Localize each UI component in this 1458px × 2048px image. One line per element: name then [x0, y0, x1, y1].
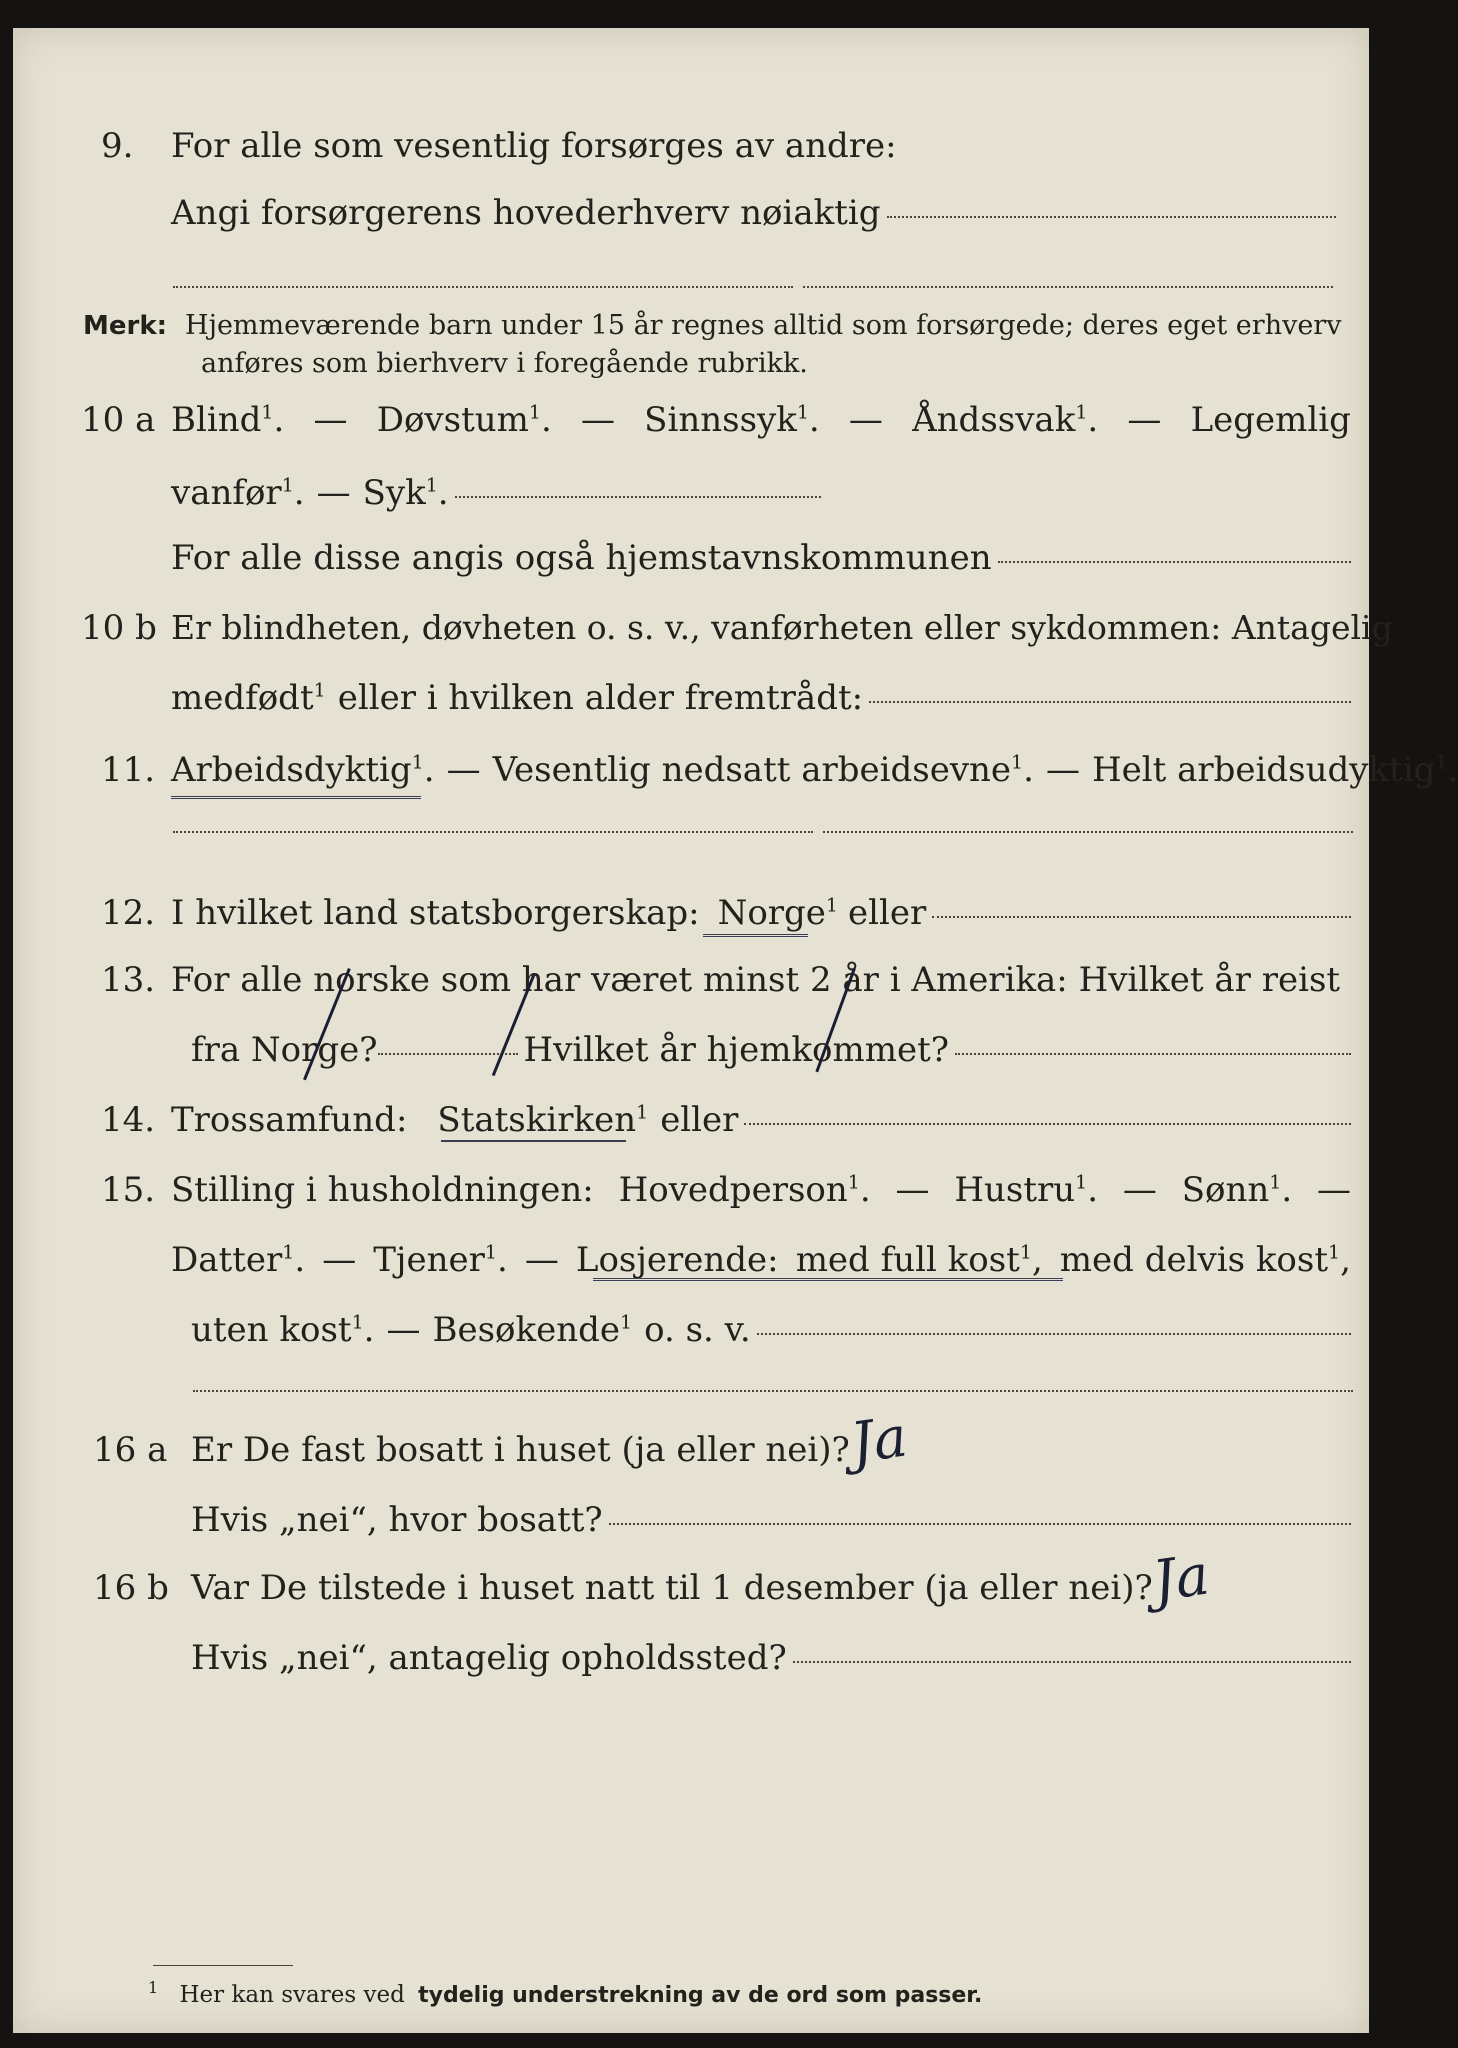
q9-answer-line[interactable]	[887, 216, 1336, 218]
option-hustru: Hustru$^1$.	[954, 1170, 1099, 1210]
footnote-text-a: Her kan svares ved	[179, 1981, 405, 2008]
q15-line3	[191, 1310, 1351, 1350]
q15-line1	[171, 1170, 1351, 1210]
q16a-hvis: Hvis „nei“, hvor bosatt?	[191, 1500, 603, 1540]
q10a-line2	[171, 473, 821, 513]
q16a-answer-line[interactable]	[609, 1523, 1351, 1525]
option-arbeidsdyktig: Arbeidsdyktig$^1$.	[171, 750, 435, 790]
dash: —	[316, 473, 351, 513]
q16b-answer-line[interactable]	[793, 1661, 1351, 1663]
q15-answer-line[interactable]	[757, 1333, 1351, 1335]
q11-line-b[interactable]	[823, 831, 1353, 833]
option-datter: Datter$^1$.	[171, 1240, 306, 1280]
dash: —	[1045, 750, 1080, 790]
q10a-number: 10 a	[81, 400, 156, 440]
option-udyktig: Helt arbeidsudyktig$^1$.	[1091, 750, 1458, 790]
dash: —	[524, 1240, 559, 1280]
q12-answer-line[interactable]	[932, 916, 1351, 918]
q15-stilling: Stilling i husholdningen:	[171, 1170, 594, 1210]
q16b-line2	[191, 1638, 1351, 1678]
footnote	[148, 1978, 982, 2008]
q16a-line1	[191, 1430, 850, 1470]
q14-eller: eller	[660, 1100, 739, 1140]
q9-answer-line-2a[interactable]	[173, 286, 793, 288]
q13-hjem: Hvilket år hjemkommet?	[523, 1030, 950, 1070]
q16b-question: Var De tilstede i huset natt til 1 desember (ja eller nei)?	[191, 1568, 1153, 1608]
option-blind: Blind$^1$.	[171, 400, 285, 440]
option-sinnssyk: Sinnssyk$^1$.	[644, 400, 820, 440]
census-form-page	[13, 28, 1458, 2033]
norge-underline	[703, 934, 808, 937]
q13-hjem-line[interactable]	[955, 1053, 1351, 1055]
option-nedsatt: Vesentlig nedsatt arbeidsevne$^1$.	[492, 750, 1034, 790]
q14-line	[171, 1100, 1351, 1140]
statskirken-underline	[441, 1140, 626, 1142]
q16b-hvis: Hvis „nei“, antagelig opholdssted?	[191, 1638, 787, 1678]
q10b-question: Er blindheten, døvheten o. s. v., vanførheten eller sykdommen: Antagelig	[171, 608, 1393, 647]
merk-line2: anføres som bierhverv i foregående rubrikk.	[201, 348, 808, 379]
q10a-line1	[171, 400, 1351, 440]
option-legemlig: Legemlig	[1190, 400, 1351, 440]
option-uten-kost: uten kost$^1$.	[191, 1310, 375, 1350]
q12-question: I hvilket land statsborgerskap:	[171, 893, 700, 933]
option-hovedperson: Hovedperson$^1$.	[618, 1170, 871, 1210]
q10b-line2	[171, 678, 1351, 718]
q14-question: Trossamfund:	[171, 1100, 408, 1140]
option-norge: Norge$^1$	[717, 893, 839, 933]
q9-line2	[171, 193, 1336, 233]
footnote-text-b: tydelig understrekning av de ord som passer.	[418, 1982, 983, 2008]
option-vanfor: vanfør$^1$.	[171, 473, 305, 513]
q9-answer-line-2b[interactable]	[803, 286, 1333, 288]
merk-label: Merk:	[83, 311, 168, 341]
q16b-line1	[191, 1568, 1153, 1608]
q10b-answer-line[interactable]	[869, 701, 1351, 703]
q11-line-a[interactable]	[173, 831, 813, 833]
option-losjerende: Losjerende:	[575, 1240, 779, 1280]
q12-number: 12.	[101, 893, 156, 933]
q13-reist-line[interactable]	[378, 1053, 518, 1055]
q9-line1	[171, 126, 897, 166]
option-delvis-kost: med delvis kost$^1$,	[1059, 1240, 1351, 1280]
q9-prompt: Angi forsørgerens hovederhverv nøiaktig	[171, 193, 881, 233]
q16b-number: 16 b	[93, 1568, 169, 1608]
footnote-rule	[153, 1965, 293, 1966]
dash: —	[386, 1310, 421, 1350]
q10b-number: 10 b	[81, 608, 157, 648]
option-sonn: Sønn$^1$.	[1181, 1170, 1293, 1210]
q10a-hjemstavn-line[interactable]	[998, 561, 1351, 563]
q15-line2	[171, 1240, 1351, 1280]
dash: —	[1127, 400, 1162, 440]
dash: —	[446, 750, 481, 790]
q14-number: 14.	[101, 1100, 156, 1140]
option-dovstum: Døvstum$^1$.	[376, 400, 552, 440]
arbeidsdyktig-underline	[171, 796, 421, 799]
q10a-answer-line[interactable]	[455, 496, 821, 498]
q15-number: 15.	[101, 1170, 156, 1210]
q11-line1	[171, 750, 1458, 790]
option-syk: Syk$^1$.	[362, 473, 449, 513]
q10b-line1	[171, 608, 1393, 647]
q15-osv: o. s. v.	[644, 1310, 751, 1350]
q14-answer-line[interactable]	[744, 1123, 1351, 1125]
merk-note	[83, 310, 1341, 341]
option-full-kost: med full kost$^1$,	[795, 1240, 1043, 1280]
merk-line2-row	[201, 348, 808, 379]
dash: —	[848, 400, 883, 440]
q16b-answer[interactable]: Ja	[1148, 1542, 1214, 1615]
q13-line2	[191, 1030, 1351, 1070]
dash: —	[580, 400, 615, 440]
q16a-line2	[191, 1500, 1351, 1540]
option-andssvak: Åndssvak$^1$.	[912, 400, 1099, 440]
option-statskirken: Statskirken$^1$	[437, 1100, 649, 1140]
dash: —	[322, 1240, 357, 1280]
q9-number: 9.	[101, 126, 134, 166]
q13-number: 13.	[101, 960, 156, 1000]
losjerende-underline	[593, 1278, 1063, 1281]
dash: —	[1122, 1170, 1157, 1210]
dash: —	[1317, 1170, 1351, 1210]
q16a-question: Er De fast bosatt i huset (ja eller nei)?	[191, 1430, 850, 1470]
q10a-line3	[171, 538, 1351, 578]
option-tjener: Tjener$^1$.	[373, 1240, 508, 1280]
q11-number: 11.	[101, 750, 156, 790]
dash: —	[313, 400, 348, 440]
q16a-number: 16 a	[93, 1430, 168, 1470]
q12-eller: eller	[848, 893, 927, 933]
dash: —	[895, 1170, 930, 1210]
q13-question: For alle norske som har været minst 2 år i Amerika: Hvilket år reist	[171, 960, 1341, 1000]
option-medfodt: medfødt$^1$	[171, 678, 326, 718]
q10b-alder: eller i hvilken alder fremtrådt:	[337, 678, 864, 718]
q13-fra: fra Norge?	[191, 1030, 378, 1070]
merk-line1: Hjemmeværende barn under 15 år regnes alltid som forsørgede; deres eget erhverv	[185, 310, 1342, 341]
q10a-hjemstavn-prompt: For alle disse angis også hjemstavnskommunen	[171, 538, 992, 578]
q9-question: For alle som vesentlig forsørges av andre:	[171, 126, 897, 166]
option-besokende: Besøkende$^1$	[432, 1310, 633, 1350]
q12-line	[171, 893, 1351, 933]
footnote-mark: 1	[148, 1978, 159, 1997]
q16a-answer[interactable]: Ja	[846, 1404, 912, 1477]
q15-answer-line-2[interactable]	[193, 1390, 1353, 1392]
